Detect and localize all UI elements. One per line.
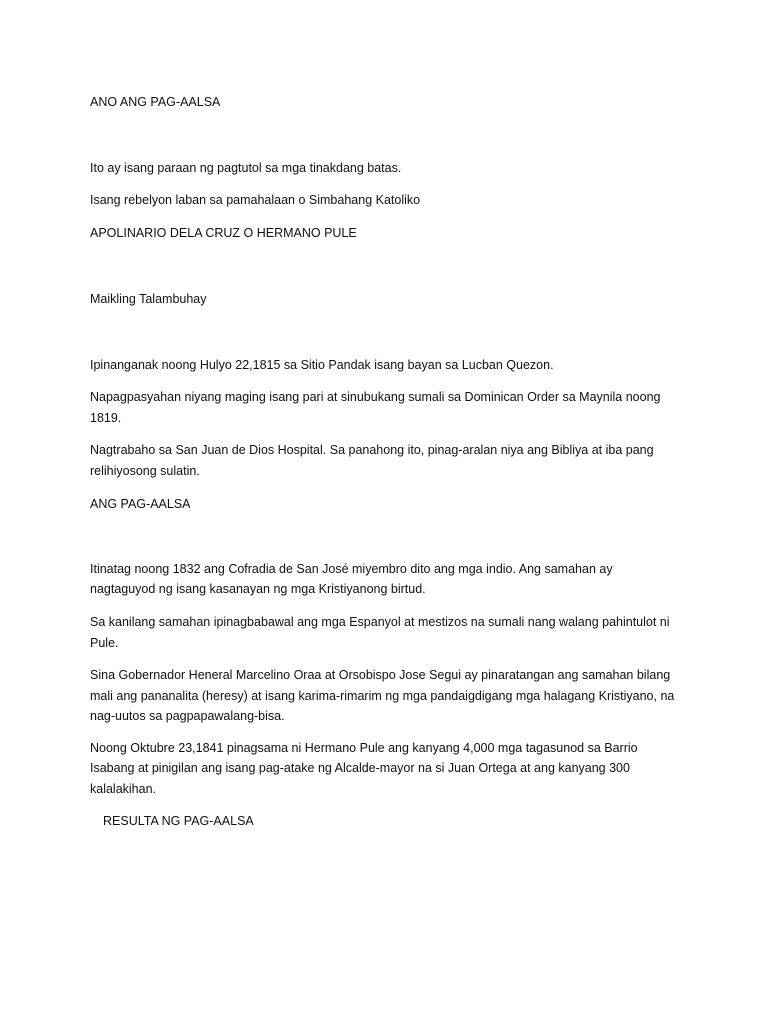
heading-ang-pag-aalsa: ANG PAG-AALSA <box>90 497 191 511</box>
paragraph-3: Ipinanganak noong Hulyo 22,1815 sa Sitio Pandak isang bayan sa Lucban Quezon. <box>90 358 554 372</box>
paragraph-9-line-2: Isabang at pinigilan ang isang pag-atake ng Alcalde-mayor na si Juan Ortega at ang kanyang 300 <box>90 761 630 775</box>
paragraph-1: Ito ay isang paraan ng pagtutol sa mga tinakdang batas. <box>90 161 402 175</box>
paragraph-8-line-3: nag-uutos sa pagpapawalang-bisa. <box>90 709 285 723</box>
heading-maikling-talambuhay: Maikling Talambuhay <box>90 292 207 306</box>
paragraph-6-line-1: Itinatag noong 1832 ang Cofradia de San José miyembro dito ang mga indio. Ang samahan ay <box>90 562 613 576</box>
paragraph-8-line-1: Sina Gobernador Heneral Marcelino Oraa at Orsobispo Jose Segui ay pinaratangan ang samahan bilang <box>90 668 671 682</box>
paragraph-7-line-1: Sa kanilang samahan ipinagbabawal ang mga Espanyol at mestizos na sumali nang walang pahintulot ni <box>90 615 670 629</box>
paragraph-5-line-1: Nagtrabaho sa San Juan de Dios Hospital. Sa panahong ito, pinag-aralan niya ang Bibliya at iba pang <box>90 443 654 457</box>
paragraph-6-line-2: nagtaguyod ng isang kasanayan ng mga Kristiyanong birtud. <box>90 582 426 596</box>
paragraph-9-line-1: Noong Oktubre 23,1841 pinagsama ni Hermano Pule ang kanyang 4,000 mga tagasunod sa Barrio <box>90 741 638 755</box>
paragraph-9-line-3: kalalakihan. <box>90 782 157 796</box>
heading-resulta-ng-pag-aalsa: RESULTA NG PAG-AALSA <box>103 814 254 828</box>
paragraph-8-line-2: mali ang pananalita (heresy) at isang karima-rimarim ng mga pandaigdigang mga halagang Kristiyano, na <box>90 689 675 703</box>
paragraph-4-line-2: 1819. <box>90 411 122 425</box>
paragraph-5-line-2: relihiyosong sulatin. <box>90 464 200 478</box>
heading-apolinario-dela-cruz: APOLINARIO DELA CRUZ O HERMANO PULE <box>90 226 357 240</box>
paragraph-4-line-1: Napagpasyahan niyang maging isang pari at sinubukang sumali sa Dominican Order sa Maynila noong <box>90 390 661 404</box>
paragraph-7-line-2: Pule. <box>90 636 119 650</box>
paragraph-2: Isang rebelyon laban sa pamahalaan o Simbahang Katoliko <box>90 193 421 207</box>
heading-ano-ang-pag-aalsa: ANO ANG PAG-AALSA <box>90 95 221 109</box>
